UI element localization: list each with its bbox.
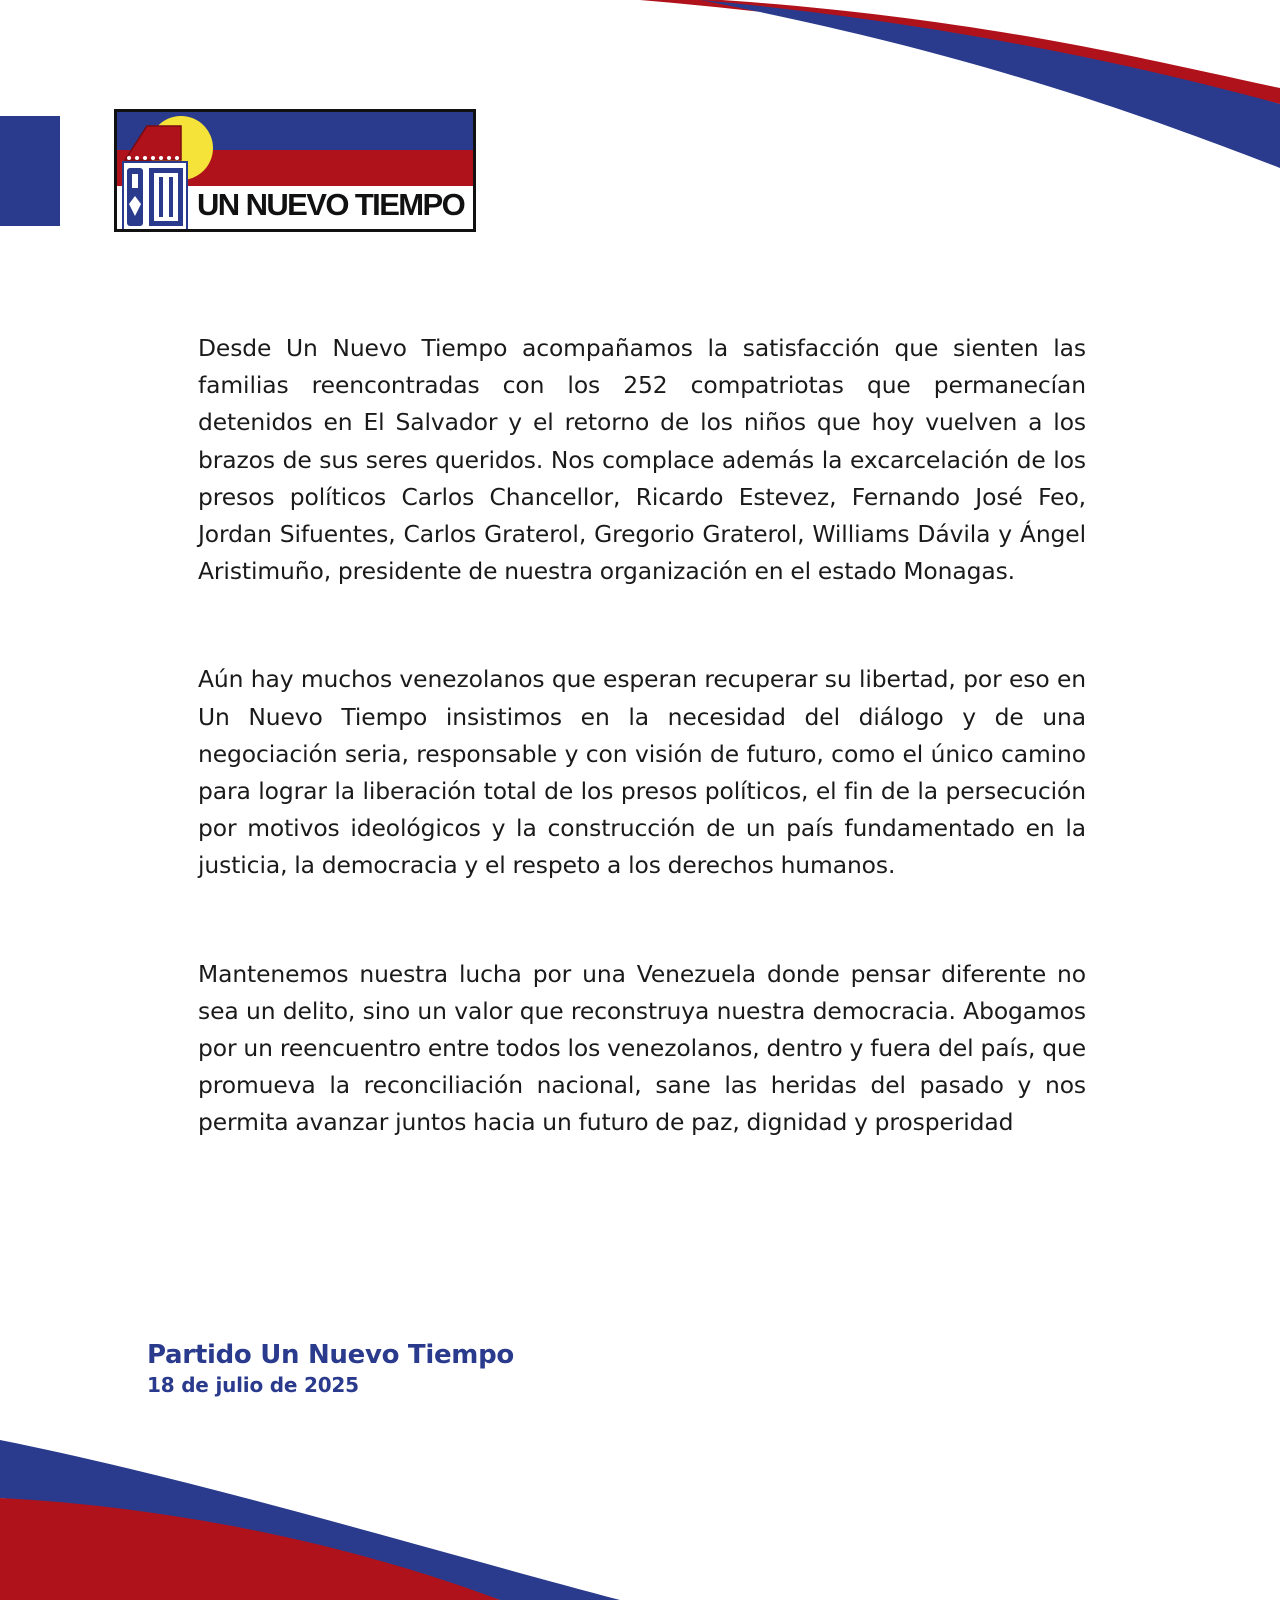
signature-date: 18 de julio de 2025 (147, 1373, 359, 1397)
signature-block (147, 1340, 514, 1398)
paragraph: Mantenemos nuestra lucha por una Venezuela donde pensar diferente no sea un delito, sino un valor que reconstruya nuestra democracia. Abogamos por un reencuentro entre todos los venezolanos, dentro y fuera del país, que promueva la reconciliación nacional, sane las heridas del pasado y nos permita avanzar juntos hacia un futuro de paz, dignidad y prosperidad (198, 959, 1086, 1137)
side-accent-bar (0, 116, 60, 226)
logo-wordmark: UN NUEVO TIEMPO (197, 187, 465, 222)
paragraph: Aún hay muchos venezolanos que esperan recuperar su libertad, por eso en Un Nuevo Tiempo insistimos en la necesidad del diálogo y de una negociación seria, responsable y con visión de futuro, como el único camino para lograr la liberación total de los presos políticos, el fin de la persecución por motivos ideológicos y la construcción de un país fundamentado en la justicia, la democracia y el respeto a los derechos humanos. (198, 665, 1086, 880)
signature-name: Partido Un Nuevo Tiempo (147, 1340, 514, 1370)
statement-body (198, 330, 1086, 1142)
party-logo (114, 109, 476, 232)
paragraph: Desde Un Nuevo Tiempo acompañamos la satisfacción que sienten las familias reencontradas con los 252 compatriotas que permanecían detenidos en El Salvador y el retorno de los niños que hoy vuelven a los brazos de sus seres queridos. Nos complace además la excarcelación de los presos políticos Carlos Chancellor, Ricardo Estevez, Fernando José Feo, Jordan Sifuentes, Carlos Graterol, Gregorio Graterol, Williams Dávila y Ángel Aristimuño, presidente de nuestra organización en el estado Monagas. (198, 334, 1086, 586)
bottom-left-swoosh (0, 1440, 1280, 1600)
